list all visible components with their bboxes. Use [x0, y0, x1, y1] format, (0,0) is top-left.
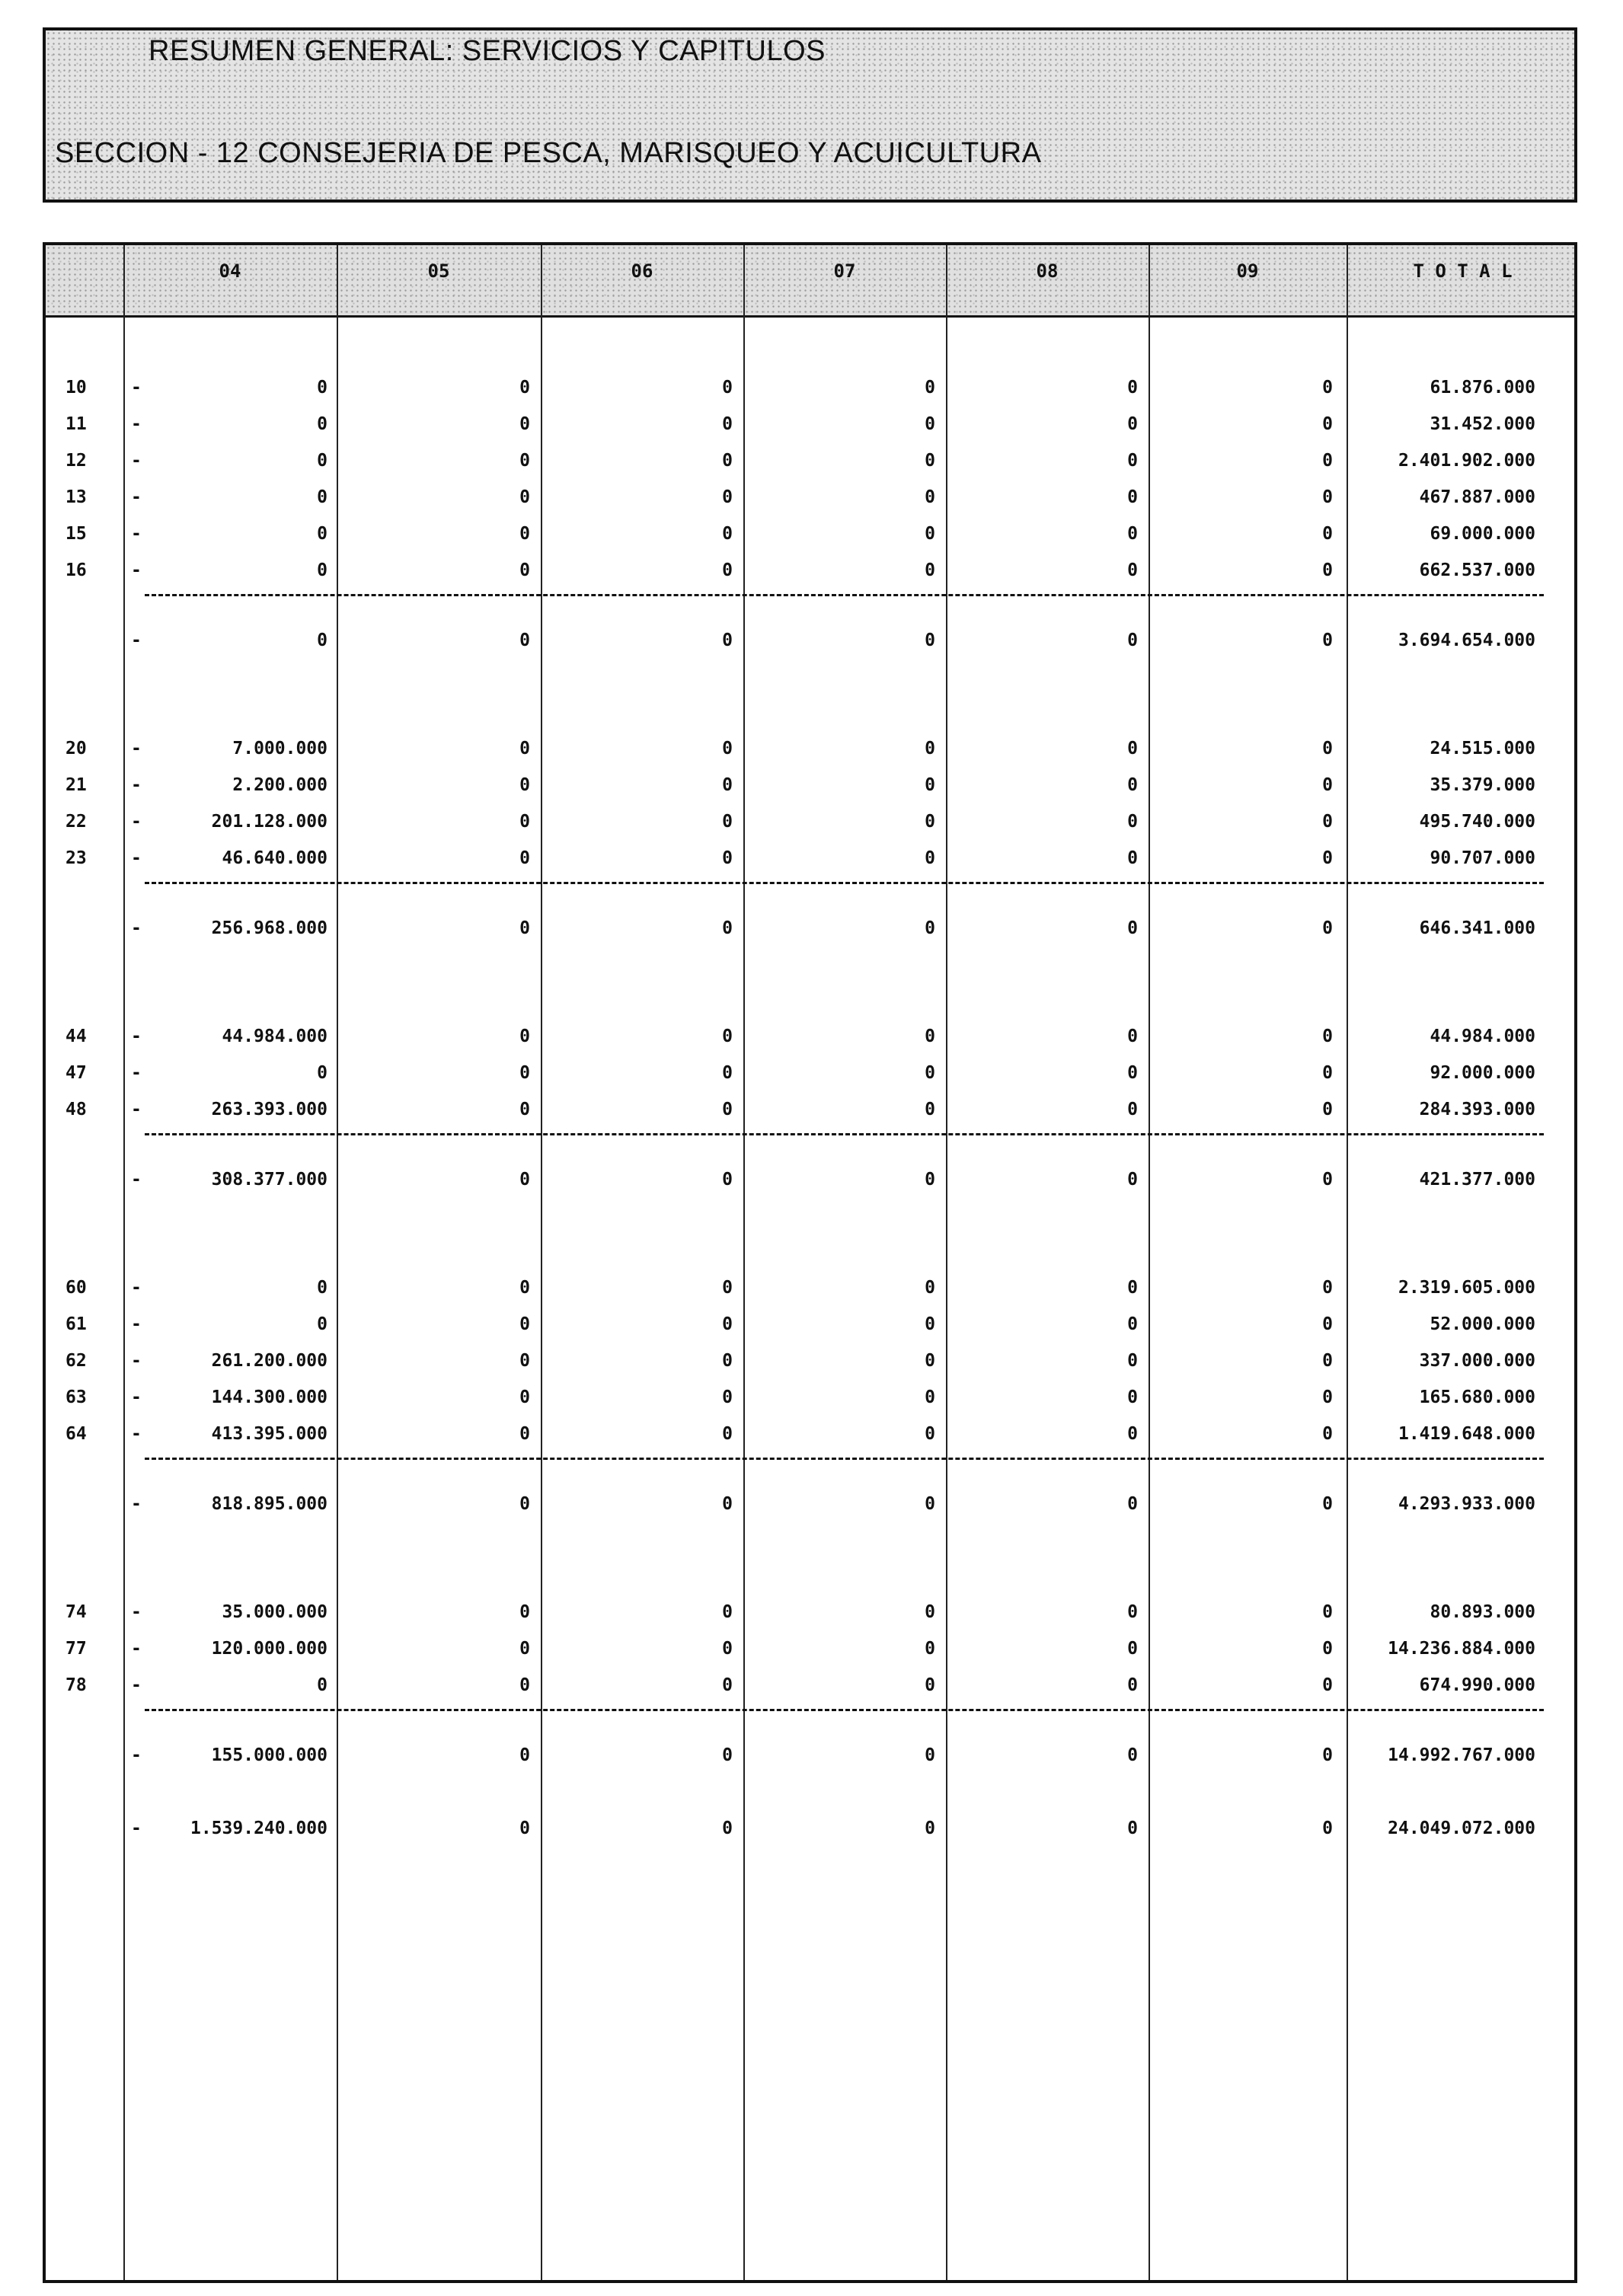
- value-cell: 0: [1127, 1819, 1138, 1838]
- chapter-code: 62: [65, 1351, 87, 1371]
- value-cell: 0: [519, 775, 530, 795]
- value-cell: 0: [519, 1602, 530, 1622]
- value-cell: 0: [519, 1063, 530, 1083]
- value-cell: 24.515.000: [1430, 739, 1535, 758]
- value-cell: 90.707.000: [1430, 848, 1535, 868]
- header-box: [43, 27, 1577, 203]
- chapter-code: 16: [65, 560, 87, 580]
- row-dash: -: [131, 414, 142, 434]
- subtotal-separator: [145, 882, 1544, 884]
- value-cell: 0: [1127, 1675, 1138, 1695]
- value-cell: 0: [1322, 1278, 1333, 1298]
- value-cell: 0: [519, 1027, 530, 1046]
- value-cell: 0: [925, 414, 935, 434]
- value-cell: 3.694.654.000: [1398, 631, 1535, 650]
- table-row: [46, 1346, 1574, 1377]
- table-row: [46, 1383, 1574, 1413]
- value-cell: 0: [317, 1314, 327, 1334]
- value-cell: 0: [519, 1387, 530, 1407]
- table-row: [46, 1419, 1574, 1450]
- value-cell: 0: [925, 1819, 935, 1838]
- table-row: [46, 1634, 1574, 1665]
- value-cell: 0: [317, 487, 327, 507]
- table-row: [46, 734, 1574, 765]
- value-cell: 0: [1127, 1494, 1138, 1514]
- value-cell: 0: [1322, 524, 1333, 544]
- value-cell: 0: [519, 739, 530, 758]
- value-cell: 0: [925, 918, 935, 938]
- value-cell: 662.537.000: [1419, 560, 1535, 580]
- row-dash: -: [131, 1100, 142, 1119]
- value-cell: 0: [925, 1494, 935, 1514]
- subtotal-separator: [145, 1133, 1544, 1135]
- value-cell: 0: [722, 739, 733, 758]
- value-cell: 0: [925, 1424, 935, 1444]
- value-cell: 0: [1127, 451, 1138, 471]
- value-cell: 155.000.000: [211, 1745, 327, 1765]
- value-cell: 0: [1127, 378, 1138, 398]
- value-cell: 0: [1322, 1675, 1333, 1695]
- chapter-code: 63: [65, 1387, 87, 1407]
- value-cell: 0: [1127, 1602, 1138, 1622]
- value-cell: 0: [1127, 812, 1138, 832]
- value-cell: 0: [722, 487, 733, 507]
- column-divider: [1149, 245, 1150, 2280]
- value-cell: 0: [519, 524, 530, 544]
- column-header: 05: [427, 260, 450, 282]
- column-header: 08: [1036, 260, 1059, 282]
- value-cell: 1.419.648.000: [1398, 1424, 1535, 1444]
- value-cell: 0: [925, 451, 935, 471]
- value-cell: 92.000.000: [1430, 1063, 1535, 1083]
- value-cell: 0: [1322, 451, 1333, 471]
- column-divider: [541, 245, 542, 2280]
- value-cell: 0: [1322, 1063, 1333, 1083]
- table-row: [46, 1022, 1574, 1052]
- value-cell: 0: [1322, 775, 1333, 795]
- row-dash: -: [131, 524, 142, 544]
- value-cell: 0: [519, 451, 530, 471]
- column-divider: [946, 245, 947, 2280]
- value-cell: 0: [1127, 1639, 1138, 1659]
- value-cell: 0: [519, 1170, 530, 1190]
- value-cell: 0: [519, 1675, 530, 1695]
- value-cell: 0: [1322, 1639, 1333, 1659]
- table-row: [46, 1273, 1574, 1304]
- table-row: [46, 446, 1574, 477]
- value-cell: 0: [1127, 1351, 1138, 1371]
- value-cell: 0: [1322, 1351, 1333, 1371]
- row-dash: -: [131, 560, 142, 580]
- value-cell: 1.539.240.000: [190, 1819, 327, 1838]
- value-cell: 818.895.000: [211, 1494, 327, 1514]
- value-cell: 0: [1322, 378, 1333, 398]
- value-cell: 4.293.933.000: [1398, 1494, 1535, 1514]
- value-cell: 0: [317, 1063, 327, 1083]
- chapter-code: 11: [65, 414, 87, 434]
- subtotal-row: [46, 626, 1574, 656]
- value-cell: 0: [1322, 918, 1333, 938]
- value-cell: 14.236.884.000: [1388, 1639, 1535, 1659]
- value-cell: 0: [1322, 812, 1333, 832]
- value-cell: 0: [317, 631, 327, 650]
- value-cell: 0: [519, 1745, 530, 1765]
- value-cell: 0: [722, 1424, 733, 1444]
- value-cell: 467.887.000: [1419, 487, 1535, 507]
- subtotal-row: [46, 1490, 1574, 1520]
- value-cell: 35.000.000: [222, 1602, 327, 1622]
- value-cell: 7.000.000: [232, 739, 327, 758]
- report-title: RESUMEN GENERAL: SERVICIOS Y CAPITULOS: [149, 35, 826, 67]
- value-cell: 263.393.000: [211, 1100, 327, 1119]
- table-row: [46, 373, 1574, 404]
- value-cell: 0: [1127, 848, 1138, 868]
- value-cell: 0: [519, 560, 530, 580]
- value-cell: 0: [1322, 1314, 1333, 1334]
- row-dash: -: [131, 487, 142, 507]
- value-cell: 0: [519, 1100, 530, 1119]
- value-cell: 0: [722, 524, 733, 544]
- value-cell: 2.200.000: [232, 775, 327, 795]
- value-cell: 0: [722, 1639, 733, 1659]
- table-row: [46, 410, 1574, 440]
- value-cell: 0: [925, 1063, 935, 1083]
- value-cell: 2.401.902.000: [1398, 451, 1535, 471]
- row-dash: -: [131, 1314, 142, 1334]
- value-cell: 0: [317, 378, 327, 398]
- value-cell: 0: [1322, 631, 1333, 650]
- value-cell: 46.640.000: [222, 848, 327, 868]
- value-cell: 0: [1127, 1278, 1138, 1298]
- subtotal-row: [46, 1741, 1574, 1771]
- value-cell: 0: [519, 414, 530, 434]
- value-cell: 0: [519, 1639, 530, 1659]
- chapter-code: 44: [65, 1027, 87, 1046]
- table-row: [46, 1310, 1574, 1340]
- value-cell: 69.000.000: [1430, 524, 1535, 544]
- value-cell: 0: [1127, 918, 1138, 938]
- value-cell: 0: [1322, 560, 1333, 580]
- subtotal-separator: [145, 1458, 1544, 1460]
- value-cell: 0: [519, 848, 530, 868]
- value-cell: 0: [519, 1351, 530, 1371]
- chapter-code: 15: [65, 524, 87, 544]
- row-dash: -: [131, 918, 142, 938]
- chapter-code: 64: [65, 1424, 87, 1444]
- value-cell: 0: [317, 414, 327, 434]
- value-cell: 0: [519, 1314, 530, 1334]
- value-cell: 0: [1322, 1745, 1333, 1765]
- value-cell: 0: [1127, 524, 1138, 544]
- row-dash: -: [131, 1494, 142, 1514]
- column-header: T O T A L: [1413, 260, 1513, 282]
- value-cell: 0: [722, 1351, 733, 1371]
- value-cell: 0: [519, 918, 530, 938]
- value-cell: 0: [1127, 1314, 1138, 1334]
- chapter-code: 12: [65, 451, 87, 471]
- value-cell: 0: [925, 812, 935, 832]
- grand-total-row: [46, 1814, 1574, 1844]
- row-dash: -: [131, 1027, 142, 1046]
- value-cell: 0: [1322, 1819, 1333, 1838]
- value-cell: 0: [1322, 1424, 1333, 1444]
- subtotal-separator: [145, 1709, 1544, 1711]
- row-dash: -: [131, 739, 142, 758]
- chapter-code: 20: [65, 739, 87, 758]
- table-header: [46, 245, 1574, 318]
- value-cell: 0: [925, 524, 935, 544]
- value-cell: 0: [722, 775, 733, 795]
- value-cell: 0: [1127, 775, 1138, 795]
- row-dash: -: [131, 1819, 142, 1838]
- row-dash: -: [131, 631, 142, 650]
- value-cell: 0: [1322, 414, 1333, 434]
- value-cell: 0: [317, 451, 327, 471]
- table-row: [46, 556, 1574, 586]
- table-row: [46, 844, 1574, 874]
- chapter-code: 21: [65, 775, 87, 795]
- value-cell: 0: [925, 1745, 935, 1765]
- value-cell: 0: [722, 1314, 733, 1334]
- value-cell: 0: [722, 812, 733, 832]
- value-cell: 0: [925, 1027, 935, 1046]
- value-cell: 0: [1322, 1027, 1333, 1046]
- value-cell: 80.893.000: [1430, 1602, 1535, 1622]
- row-dash: -: [131, 812, 142, 832]
- value-cell: 0: [1127, 1387, 1138, 1407]
- value-cell: 0: [925, 1387, 935, 1407]
- value-cell: 35.379.000: [1430, 775, 1535, 795]
- row-dash: -: [131, 1278, 142, 1298]
- chapter-code: 10: [65, 378, 87, 398]
- value-cell: 0: [1322, 1387, 1333, 1407]
- value-cell: 0: [925, 1278, 935, 1298]
- value-cell: 0: [722, 1027, 733, 1046]
- value-cell: 0: [925, 1351, 935, 1371]
- value-cell: 0: [925, 775, 935, 795]
- value-cell: 0: [1322, 487, 1333, 507]
- value-cell: 0: [1127, 1424, 1138, 1444]
- row-dash: -: [131, 1639, 142, 1659]
- value-cell: 337.000.000: [1419, 1351, 1535, 1371]
- row-dash: -: [131, 1063, 142, 1083]
- value-cell: 0: [1127, 1063, 1138, 1083]
- value-cell: 0: [925, 1602, 935, 1622]
- column-header: 09: [1236, 260, 1259, 282]
- row-dash: -: [131, 1387, 142, 1407]
- value-cell: 0: [722, 1063, 733, 1083]
- row-dash: -: [131, 378, 142, 398]
- value-cell: 421.377.000: [1419, 1170, 1535, 1190]
- value-cell: 0: [519, 1494, 530, 1514]
- column-divider: [337, 245, 338, 2280]
- value-cell: 0: [519, 1278, 530, 1298]
- value-cell: 31.452.000: [1430, 414, 1535, 434]
- row-dash: -: [131, 1424, 142, 1444]
- value-cell: 2.319.605.000: [1398, 1278, 1535, 1298]
- value-cell: 120.000.000: [211, 1639, 327, 1659]
- column-header: 06: [631, 260, 653, 282]
- value-cell: 0: [1322, 1100, 1333, 1119]
- value-cell: 0: [1127, 631, 1138, 650]
- budget-table: [43, 242, 1577, 2283]
- value-cell: 0: [317, 1278, 327, 1298]
- value-cell: 495.740.000: [1419, 812, 1535, 832]
- chapter-code: 77: [65, 1639, 87, 1659]
- value-cell: 0: [925, 560, 935, 580]
- chapter-code: 48: [65, 1100, 87, 1119]
- column-header: 07: [833, 260, 856, 282]
- value-cell: 14.992.767.000: [1388, 1745, 1535, 1765]
- value-cell: 0: [722, 1494, 733, 1514]
- row-dash: -: [131, 1675, 142, 1695]
- value-cell: 0: [1127, 739, 1138, 758]
- column-header: 04: [219, 260, 241, 282]
- subtotal-row: [46, 914, 1574, 944]
- column-divider: [1347, 245, 1348, 2280]
- value-cell: 0: [925, 848, 935, 868]
- subtotal-row: [46, 1165, 1574, 1196]
- row-dash: -: [131, 1602, 142, 1622]
- chapter-code: 13: [65, 487, 87, 507]
- value-cell: 256.968.000: [211, 918, 327, 938]
- value-cell: 0: [519, 487, 530, 507]
- value-cell: 0: [722, 560, 733, 580]
- value-cell: 0: [1322, 739, 1333, 758]
- row-dash: -: [131, 1351, 142, 1371]
- value-cell: 0: [1127, 1170, 1138, 1190]
- row-dash: -: [131, 451, 142, 471]
- value-cell: 44.984.000: [1430, 1027, 1535, 1046]
- value-cell: 0: [925, 631, 935, 650]
- value-cell: 261.200.000: [211, 1351, 327, 1371]
- value-cell: 0: [519, 378, 530, 398]
- row-dash: -: [131, 1170, 142, 1190]
- table-row: [46, 519, 1574, 550]
- value-cell: 0: [1322, 1494, 1333, 1514]
- value-cell: 0: [925, 1639, 935, 1659]
- value-cell: 0: [722, 1675, 733, 1695]
- chapter-code: 23: [65, 848, 87, 868]
- row-dash: -: [131, 775, 142, 795]
- value-cell: 24.049.072.000: [1388, 1819, 1535, 1838]
- value-cell: 0: [317, 524, 327, 544]
- value-cell: 0: [1127, 1745, 1138, 1765]
- value-cell: 0: [519, 631, 530, 650]
- value-cell: 0: [1127, 414, 1138, 434]
- value-cell: 144.300.000: [211, 1387, 327, 1407]
- table-row: [46, 771, 1574, 801]
- value-cell: 0: [722, 414, 733, 434]
- value-cell: 0: [722, 1278, 733, 1298]
- chapter-code: 60: [65, 1278, 87, 1298]
- value-cell: 0: [925, 1314, 935, 1334]
- value-cell: 0: [1127, 560, 1138, 580]
- row-dash: -: [131, 848, 142, 868]
- value-cell: 0: [519, 812, 530, 832]
- value-cell: 0: [722, 631, 733, 650]
- value-cell: 0: [1322, 1602, 1333, 1622]
- value-cell: 0: [519, 1424, 530, 1444]
- value-cell: 44.984.000: [222, 1027, 327, 1046]
- table-row: [46, 1095, 1574, 1126]
- value-cell: 0: [1322, 1170, 1333, 1190]
- value-cell: 646.341.000: [1419, 918, 1535, 938]
- value-cell: 0: [722, 451, 733, 471]
- column-divider: [743, 245, 745, 2280]
- value-cell: 0: [925, 1100, 935, 1119]
- value-cell: 201.128.000: [211, 812, 327, 832]
- value-cell: 674.990.000: [1419, 1675, 1535, 1695]
- value-cell: 0: [925, 487, 935, 507]
- value-cell: 0: [925, 1675, 935, 1695]
- value-cell: 0: [722, 1387, 733, 1407]
- value-cell: 0: [722, 1100, 733, 1119]
- value-cell: 0: [317, 560, 327, 580]
- row-dash: -: [131, 1745, 142, 1765]
- section-title: SECCION - 12 CONSEJERIA DE PESCA, MARISQUEO Y ACUICULTURA: [55, 137, 1042, 169]
- table-row: [46, 1059, 1574, 1089]
- chapter-code: 61: [65, 1314, 87, 1334]
- table-row: [46, 807, 1574, 838]
- value-cell: 0: [1127, 487, 1138, 507]
- value-cell: 165.680.000: [1419, 1387, 1535, 1407]
- value-cell: 308.377.000: [211, 1170, 327, 1190]
- value-cell: 0: [925, 739, 935, 758]
- value-cell: 0: [1127, 1027, 1138, 1046]
- value-cell: 52.000.000: [1430, 1314, 1535, 1334]
- value-cell: 0: [722, 1819, 733, 1838]
- value-cell: 0: [722, 1602, 733, 1622]
- table-row: [46, 483, 1574, 513]
- value-cell: 413.395.000: [211, 1424, 327, 1444]
- value-cell: 0: [925, 378, 935, 398]
- value-cell: 0: [519, 1819, 530, 1838]
- value-cell: 0: [722, 1170, 733, 1190]
- chapter-code: 47: [65, 1063, 87, 1083]
- value-cell: 61.876.000: [1430, 378, 1535, 398]
- value-cell: 0: [722, 378, 733, 398]
- value-cell: 0: [722, 848, 733, 868]
- subtotal-separator: [145, 594, 1544, 596]
- value-cell: 0: [722, 918, 733, 938]
- value-cell: 0: [317, 1675, 327, 1695]
- value-cell: 0: [925, 1170, 935, 1190]
- value-cell: 0: [1322, 848, 1333, 868]
- chapter-code: 22: [65, 812, 87, 832]
- chapter-code: 74: [65, 1602, 87, 1622]
- value-cell: 284.393.000: [1419, 1100, 1535, 1119]
- table-row: [46, 1598, 1574, 1628]
- value-cell: 0: [1127, 1100, 1138, 1119]
- table-row: [46, 1671, 1574, 1701]
- value-cell: 0: [722, 1745, 733, 1765]
- chapter-code: 78: [65, 1675, 87, 1695]
- column-divider: [123, 245, 125, 2280]
